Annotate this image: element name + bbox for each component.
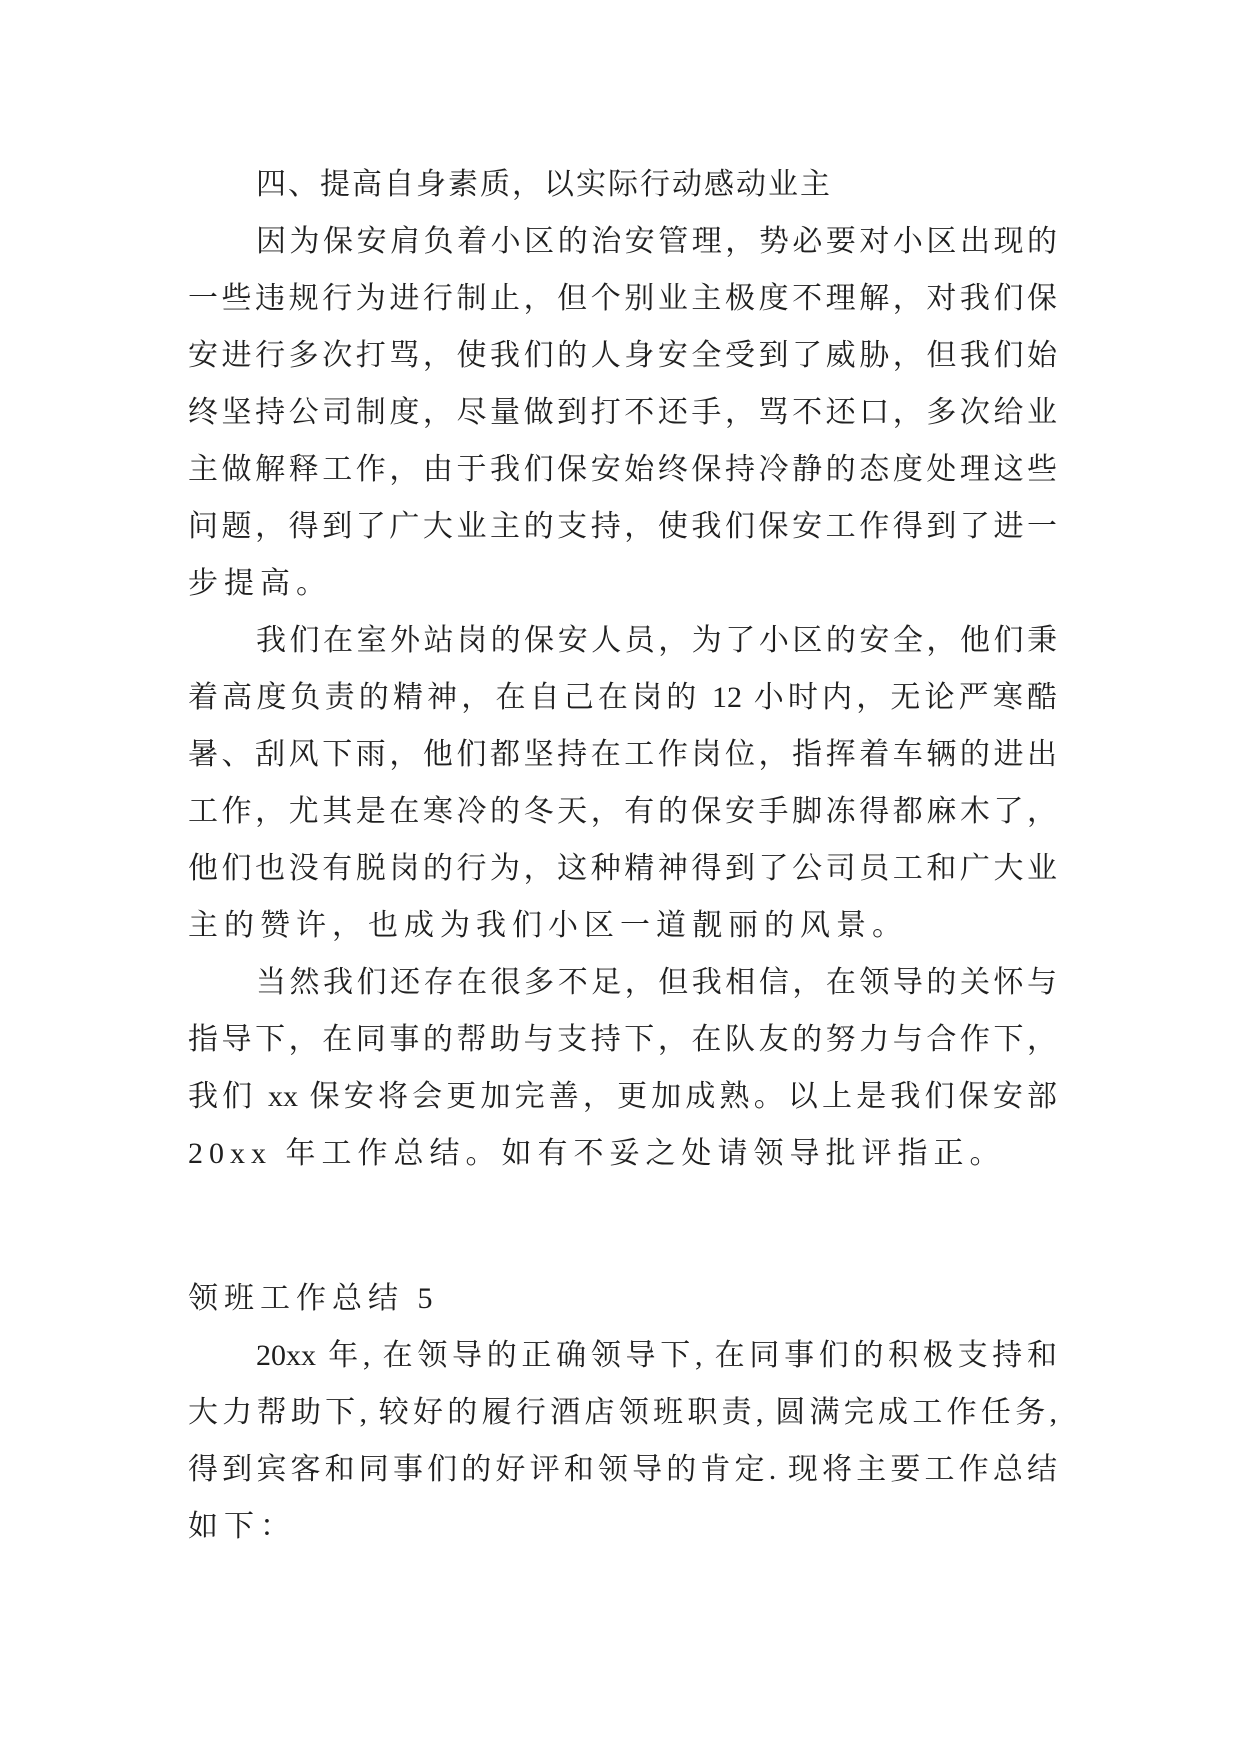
paragraph [188, 213, 1057, 612]
text-line: 安进行多次打骂，使我们的人身安全受到了威胁，但我们始 [188, 339, 1057, 372]
text-line: 四、提高自身素质，以实际行动感动业主 [256, 168, 832, 201]
text-line: 暑、刮风下雨，他们都坚持在工作岗位，指挥着车辆的进出 [188, 738, 1057, 771]
text-line: 一些违规行为进行制止，但个别业主极度不理解，对我们保 [188, 282, 1057, 315]
text-line: 如下： [188, 1510, 296, 1543]
text-line: 我们 xx 保安将会更加完善，更加成熟。以上是我们保安部 [188, 1080, 1057, 1113]
text-line: 得到宾客和同事们的好评和领导的肯定. 现将主要工作总结 [188, 1453, 1057, 1486]
text-line: 主的赞许，也成为我们小区一道靓丽的风景。 [188, 909, 908, 942]
paragraph [188, 612, 1057, 954]
paragraph [188, 156, 1057, 213]
text-line: 因为保安肩负着小区的治安管理，势必要对小区出现的 [256, 225, 1057, 258]
text-line: 指导下，在同事的帮助与支持下，在队友的努力与合作下， [188, 1023, 1057, 1056]
text-line: 我们在室外站岗的保安人员，为了小区的安全，他们秉 [256, 624, 1057, 657]
section-title [188, 1270, 1057, 1327]
paragraph [188, 1327, 1057, 1555]
text-line: 20xx 年, 在领导的正确领导下, 在同事们的积极支持和 [256, 1339, 1057, 1372]
text-line: 着高度负责的精神，在自己在岗的 12 小时内，无论严寒酷 [188, 681, 1057, 714]
text-line: 他们也没有脱岗的行为，这种精神得到了公司员工和广大业 [188, 852, 1057, 885]
text-line: 领班工作总结 5 [188, 1282, 439, 1315]
text-line: 20xx 年工作总结。如有不妥之处请领导批评指正。 [188, 1137, 1006, 1170]
text-line: 终坚持公司制度，尽量做到打不还手，骂不还口，多次给业 [188, 396, 1057, 429]
document-text-block [188, 156, 1057, 1555]
text-line: 问题，得到了广大业主的支持，使我们保安工作得到了进一 [188, 510, 1057, 543]
text-line: 步提高。 [188, 567, 332, 600]
text-line: 大力帮助下, 较好的履行酒店领班职责, 圆满完成工作任务, [188, 1396, 1057, 1429]
text-line: 当然我们还存在很多不足，但我相信，在领导的关怀与 [256, 966, 1057, 999]
paragraph [188, 954, 1057, 1182]
text-line: 主做解释工作，由于我们保安始终保持冷静的态度处理这些 [188, 453, 1057, 486]
text-line: 工作，尤其是在寒冷的冬天，有的保安手脚冻得都麻木了， [188, 795, 1057, 828]
